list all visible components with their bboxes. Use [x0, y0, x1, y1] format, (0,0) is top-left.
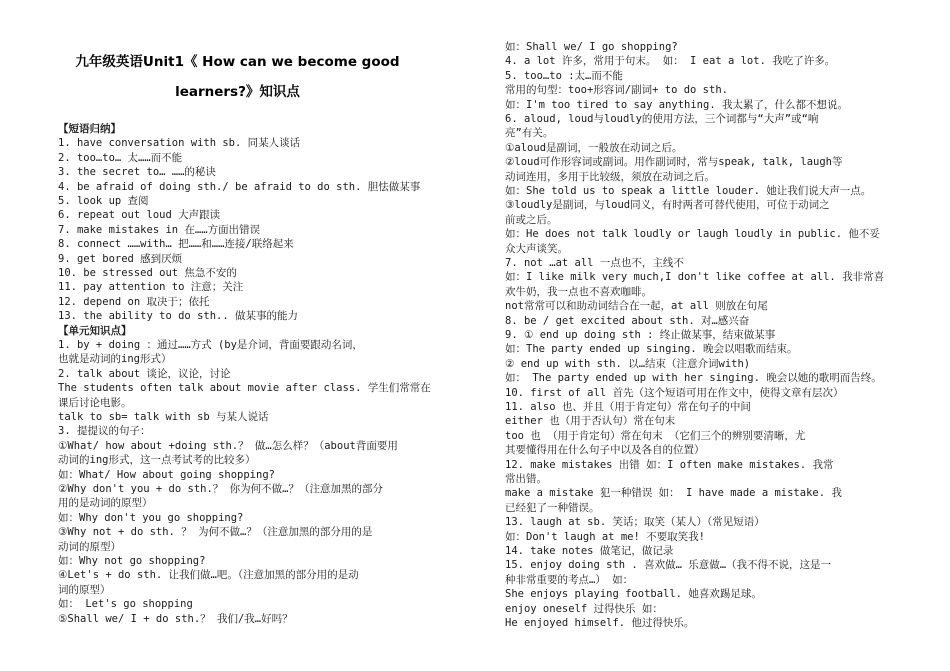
text-line: 2. too…to… 太……而不能 [58, 151, 183, 164]
document-title-line-1: 九年级英语Unit1《 How can we become good [75, 54, 400, 70]
text-line: 6. repeat out loud 大声跟读 [58, 209, 221, 222]
text-line: 8. be / get excited about sth. 对…感兴奋 [505, 314, 750, 327]
text-line: 13. laugh at sb. 笑话；取笑（某人）（常见短语） [505, 516, 765, 529]
text-line: 如：I'm too tired to say anything. 我太累了，什么都不想说。 [505, 98, 848, 111]
text-line: 其要懂得用在什么句子中以及各自的位置） [505, 444, 705, 457]
text-line: 6. aloud, loud与loudly的使用方法，三个词都与“大声”或“响 [505, 113, 819, 125]
text-line: not常常可以和助动词结合在一起，at all 则放在句尾 [505, 300, 768, 313]
text-line: 8. connect ……with… 把……和……连接/联络起来 [58, 238, 294, 251]
text-line: 种非常重要的考点…） 如： [505, 573, 634, 586]
text-line: 11. also 也、并且（用于肯定句）常在句子的中间 [505, 401, 751, 413]
text-line: 如：Don't laugh at me! 不要取笑我! [505, 530, 705, 543]
text-line: 2. talk about 谈论，议论，讨论 [58, 367, 231, 380]
text-line: 如：The party ended up singing. 晚会以唱歌而结束。 [505, 343, 798, 356]
text-line: 欢牛奶，我一点也不喜欢咖啡。 [505, 285, 652, 298]
text-line: 3. 提提议的句子： [58, 425, 151, 438]
text-line: talk to sb= talk with sb 与某人说话 [58, 411, 269, 423]
text-line: either 也（用于否认句）常在句末 [505, 415, 676, 428]
text-line: 7. make mistakes in 在……方面出错误 [58, 223, 261, 236]
text-line: 11. pay attention to 注意；关注 [58, 281, 244, 294]
text-line: 4. be afraid of doing sth./ be afraid to do sth. 胆怯做某事 [58, 180, 421, 193]
text-line: ②Why don't you + do sth.？ 你为何不做…？（注意加黑的部分 [58, 483, 383, 495]
text-line: 5. look up 查阅 [58, 195, 149, 207]
text-line: 4. a lot 许多，常用于句末。 如： I eat a lot. 我吃了许多。 [505, 55, 836, 68]
text-line: 9. ① end up doing sth : 终止做某事，结束做某事 [505, 329, 776, 341]
text-line: 用的是动词的原型） [58, 497, 153, 510]
text-line: 词的原型） [58, 583, 111, 596]
text-line: 常用的句型：too+形容词/副词+ to do sth. [505, 84, 728, 97]
document-title-line-2: learners?》知识点 [175, 84, 300, 100]
text-line: 15. enjoy doing sth . 喜欢做… 乐意做…（我不得不说，这是一 [505, 559, 832, 572]
text-line: 12. make mistakes 出错 如：I often make mistakes. 我常 [505, 458, 834, 471]
text-line: 动词的ing形式，这一点考试考的比较多） [58, 454, 256, 467]
text-line: 10. first of all 首先（这个短语可用在作文中，使得文章有层次） [505, 386, 844, 399]
text-line: 如：Why don't you go shopping? [58, 511, 244, 524]
text-line: 1. have conversation with sb. 同某人谈话 [58, 137, 301, 150]
text-line: 【短语归纳】 [58, 123, 121, 135]
text-line: 动词的原型） [58, 540, 121, 553]
text-line: 如：He does not talk loudly or laugh loudly in public. 他不妥 [505, 228, 880, 241]
text-line: 如：What/ How about going shopping? [58, 468, 275, 481]
text-line: 也就是动词的ing形式） [58, 353, 172, 366]
text-line: 如：I like milk very much,I don't like coffee at all. 我非常喜 [505, 271, 885, 284]
text-line: ⑤Shall we/ I + do sth.？ 我们/我…好吗？ [58, 612, 293, 625]
text-line: 已经犯了一种错误。 [505, 501, 600, 514]
text-line: 1. by + doing ：通过……方式 (by是介词，背面要跟动名词， [58, 339, 363, 351]
text-line: The students often talk about movie after class. 学生们常常在 [58, 382, 431, 395]
text-line: 12. depend on 取决于；依托 [58, 295, 210, 308]
text-line: 常出错。 [505, 473, 547, 485]
text-line: ③loudly是副词，与loud同义，有时两者可替代使用，可位于动词之 [505, 199, 830, 212]
text-line: 如：Shall we/ I go shopping? [505, 41, 678, 53]
text-line: 5. too…to :太…而不能 [505, 69, 623, 82]
text-line: 课后讨论电影。 [58, 396, 132, 409]
text-line: 7. not …at all 一点也不，主线不 [505, 257, 684, 269]
text-line: ②loud可作形容词或副词。用作副词时，常与speak, talk, laugh等 [505, 156, 843, 169]
text-line: She enjoys playing football. 她喜欢踢足球。 [505, 588, 762, 601]
text-line: 前或之后。 [505, 213, 558, 226]
text-line: 13. the ability to do sth.. 做某事的能力 [58, 310, 299, 323]
text-line: ② end up with sth. 以…结束（注意介词with) [505, 357, 751, 370]
text-line: 10. be stressed out 焦急不安的 [58, 267, 237, 279]
text-line: 14. take notes 做笔记，做记录 [505, 545, 674, 557]
text-line: 动词连用，多用于比较级，须放在动词之后。 [505, 170, 715, 183]
text-line: 如： The party ended up with her singing. 晚会以她的歌明而告终。 [505, 372, 882, 385]
text-line: ④Let's + do sth. 让我们做…吧。（注意加黑的部分用的是动 [58, 569, 359, 582]
text-line: He enjoyed himself. 他过得快乐。 [505, 617, 695, 629]
text-line: enjoy oneself 过得快乐 如： [505, 602, 663, 615]
text-line: 9. get bored 感到厌烦 [58, 252, 183, 265]
text-line: 如：She told us to speak a little louder. 她让我们说大声一点。 [505, 185, 872, 197]
text-line: 众大声谈笑。 [505, 242, 568, 255]
text-line: too 也 （用于肯定句）常在句末 （它们三个的辨别要清晰，尤 [505, 429, 806, 442]
text-line: make a mistake 犯一种错误 如： I have made a mistake. 我 [505, 487, 842, 500]
text-line: 如：Why not go shopping? [58, 555, 206, 567]
text-line: ①What/ how about +doing sth.？ 做…怎么样？（about背面要用 [58, 439, 398, 452]
text-line: 亮”有关。 [505, 127, 554, 140]
text-line: ①aloud是副词，一般放在动词之后。 [505, 141, 683, 154]
text-line: 3. the secret to… ……的秘诀 [58, 166, 216, 179]
text-line: ③Why not + do sth. ？ 为何不做…？（注意加黑的部分用的是 [58, 526, 373, 539]
text-line: 如： Let's go shopping [58, 598, 193, 611]
text-line: 【单元知识点】 [58, 324, 132, 337]
